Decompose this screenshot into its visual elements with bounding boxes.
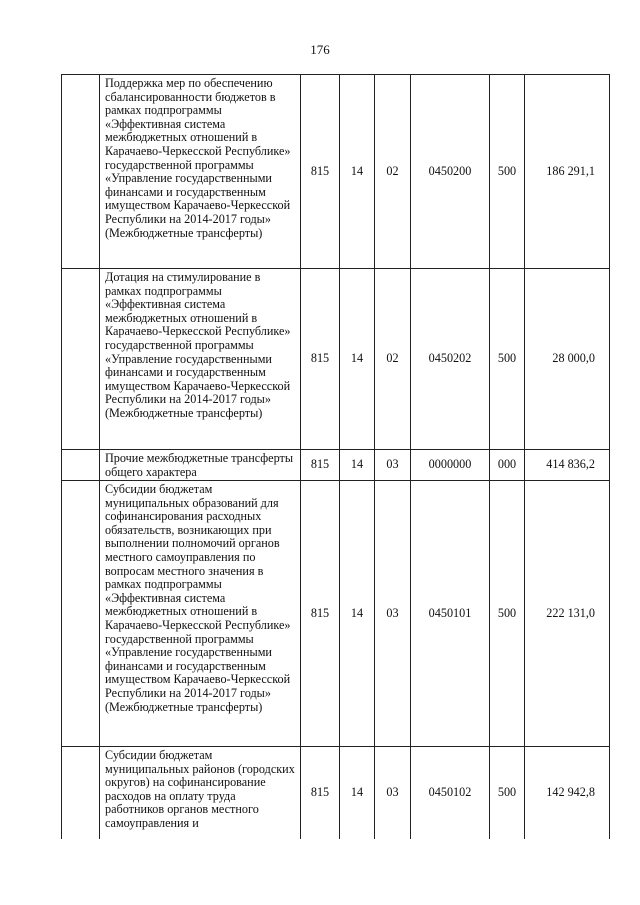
description-cell: Субсидии бюджетам муниципальных образований для софинансирования расходных обязательств, возникающих при выполнении полномочий органов местного самоуправления по вопросам местного значения в рамках подпрограммы «Эффективная система межбюджетных отношений в Карачаево-Черкесской Республике» государственной программы «Управление государственными финансами и государственным имуществом Карачаево-Черкесской Республики на 2014-2017 годы» (Межбюджетные трансферты)	[100, 481, 301, 747]
admin-code-cell: 815	[301, 747, 340, 839]
row-number-cell	[62, 481, 100, 747]
row-number-cell	[62, 269, 100, 450]
target-article-cell: 0450202	[411, 269, 490, 450]
section-cell: 14	[340, 75, 375, 269]
table-row	[62, 75, 610, 269]
amount-cell: 222 131,0	[525, 481, 610, 747]
amount-cell: 414 836,2	[525, 450, 610, 481]
description-cell: Прочие межбюджетные трансферты общего характера	[100, 450, 301, 481]
budget-table	[61, 74, 610, 839]
amount-cell: 142 942,8	[525, 747, 610, 839]
subsection-cell: 03	[375, 747, 411, 839]
expense-type-cell: 500	[490, 269, 525, 450]
table-row	[62, 269, 610, 450]
description-cell: Дотация на стимулирование в рамках подпрограммы «Эффективная система межбюджетных отношений в Карачаево-Черкесской Республике» государственной программы «Управление государственными финансами и государственным имуществом Карачаево-Черкесской Республики на 2014-2017 годы» (Межбюджетные трансферты)	[100, 269, 301, 450]
section-cell: 14	[340, 747, 375, 839]
section-cell: 14	[340, 450, 375, 481]
admin-code-cell: 815	[301, 450, 340, 481]
table-row	[62, 747, 610, 839]
subsection-cell: 03	[375, 450, 411, 481]
description-cell: Поддержка мер по обеспечению сбалансированности бюджетов в рамках подпрограммы «Эффективная система межбюджетных отношений в Карачаево-Черкесской Республике» государственной программы «Управление государственными финансами и государственным имуществом Карачаево-Черкесской Республики на 2014-2017 годы» (Межбюджетные трансферты)	[100, 75, 301, 269]
table-row	[62, 450, 610, 481]
target-article-cell: 0000000	[411, 450, 490, 481]
description-cell: Субсидии бюджетам муниципальных районов (городских округов) на софинансирование расходов на оплату труда работников органов местного самоуправления и	[100, 747, 301, 839]
row-number-cell	[62, 75, 100, 269]
subsection-cell: 02	[375, 269, 411, 450]
admin-code-cell: 815	[301, 75, 340, 269]
row-number-cell	[62, 450, 100, 481]
expense-type-cell: 500	[490, 481, 525, 747]
target-article-cell: 0450200	[411, 75, 490, 269]
target-article-cell: 0450102	[411, 747, 490, 839]
section-cell: 14	[340, 481, 375, 747]
subsection-cell: 03	[375, 481, 411, 747]
expense-type-cell: 000	[490, 450, 525, 481]
amount-cell: 28 000,0	[525, 269, 610, 450]
section-cell: 14	[340, 269, 375, 450]
admin-code-cell: 815	[301, 269, 340, 450]
amount-cell: 186 291,1	[525, 75, 610, 269]
target-article-cell: 0450101	[411, 481, 490, 747]
row-number-cell	[62, 747, 100, 839]
subsection-cell: 02	[375, 75, 411, 269]
expense-type-cell: 500	[490, 75, 525, 269]
expense-type-cell: 500	[490, 747, 525, 839]
admin-code-cell: 815	[301, 481, 340, 747]
page-number: 176	[310, 42, 330, 57]
table-row	[62, 481, 610, 747]
